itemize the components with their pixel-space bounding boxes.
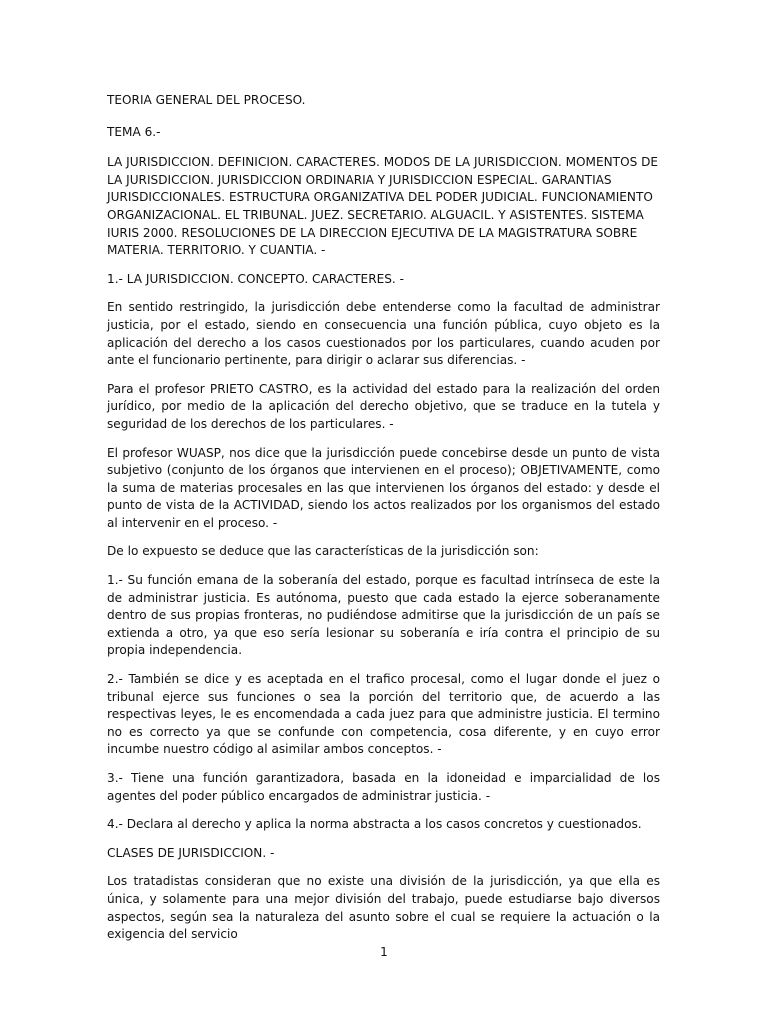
paragraph-definition: En sentido restringido, la jurisdicción debe entenderse como la facultad de administrar justicia, por el estado, siendo en consecuencia una función pública, cuyo objeto es la aplicación del derecho a los casos cuestionados por los particulares, cuando acuden por ante el funcionario pertinente, para dirigir o aclarar sus diferencias. -	[107, 300, 660, 368]
paragraph-classes: Los tratadistas consideran que no existe una división de la jurisdicción, ya que ella es única, y solamente para una mejor división del trabajo, puede estudiarse bajo diversos aspectos, según sea la naturaleza del asunto sobre el cual se requiere la actuación o la exigencia del servicio	[107, 874, 660, 942]
subsection-heading: CLASES DE JURISDICCION. -	[107, 845, 275, 860]
list-item-characteristic-1: 1.- Su función emana de la soberanía del estado, porque es facultad intrínseca de este la de administrar justicia. Es autónoma, puesto que cada estado la ejerce soberanamente dentro de sus propias fronteras, no pudiéndose admitirse que la jurisdicción de un país se extienda a otro, ya que eso sería lesionar su soberanía e iría contra el principio de su propia independencia.	[107, 573, 660, 658]
section-heading: 1.- LA JURISDICCION. CONCEPTO. CARACTERES. -	[107, 271, 404, 286]
document-title: TEORIA GENERAL DEL PROCESO.	[107, 93, 306, 107]
topic-heading: TEMA 6.-	[107, 124, 161, 139]
paragraph-characteristics-intro: De lo expuesto se deduce que las características de la jurisdicción son:	[107, 544, 539, 559]
list-item-characteristic-4: 4.- Declara al derecho y aplica la norma abstracta a los casos concretos y cuestionados.	[107, 817, 642, 832]
page-number: 1	[380, 945, 388, 959]
list-item-characteristic-2: 2.- También se dice y es aceptada en el trafico procesal, como el lugar donde el juez o tribunal ejerce sus funciones o sea la porción del territorio que, de acuerdo a las respectivas leyes, le es encomendada a cada juez para que administre justicia. El termino no es correcto ya que se confunde con competencia, cosa diferente, y en cuyo error incumbe nuestro código al asimilar ambos conceptos. -	[107, 672, 660, 757]
topic-summary: LA JURISDICCION. DEFINICION. CARACTERES. MODOS DE LA JURISDICCION. MOMENTOS DE LA JURISDICCION. JURISDICCION ORDINARIA Y JURISDICCION ESPECIAL. GARANTIAS JURISDICCIONALES. ESTRUCTURA ORGANIZATIVA DEL PODER JUDICIAL. FUNCIONAMIENTO ORGANIZACIONAL. EL TRIBUNAL. JUEZ. SECRETARIO. ALGUACIL. Y ASISTENTES. SISTEMA IURIS 2000. RESOLUCIONES DE LA DIRECCION EJECUTIVA DE LA MAGISTRATURA SOBRE MATERIA. TERRITORIO. Y CUANTIA. -	[107, 155, 659, 258]
list-item-characteristic-3: 3.- Tiene una función garantizadora, basada en la idoneidad e imparcialidad de los agentes del poder público encargados de administrar justicia. -	[107, 771, 660, 803]
paragraph-wuasp: El profesor WUASP, nos dice que la jurisdicción puede concebirse desde un punto de vista subjetivo (conjunto de los órganos que intervienen en el proceso); OBJETIVAMENTE, como la suma de materias procesales en las que intervienen los órganos del estado: y desde el punto de vista de la ACTIVIDAD, siendo los actos realizados por los organismos del estado al intervenir en el proceso. -	[107, 445, 660, 530]
paragraph-prieto-castro: Para el profesor PRIETO CASTRO, es la actividad del estado para la realización del orden jurídico, por medio de la aplicación del derecho objetivo, que se traduce en la tutela y seguridad de los derechos de los particulares. -	[107, 381, 660, 431]
